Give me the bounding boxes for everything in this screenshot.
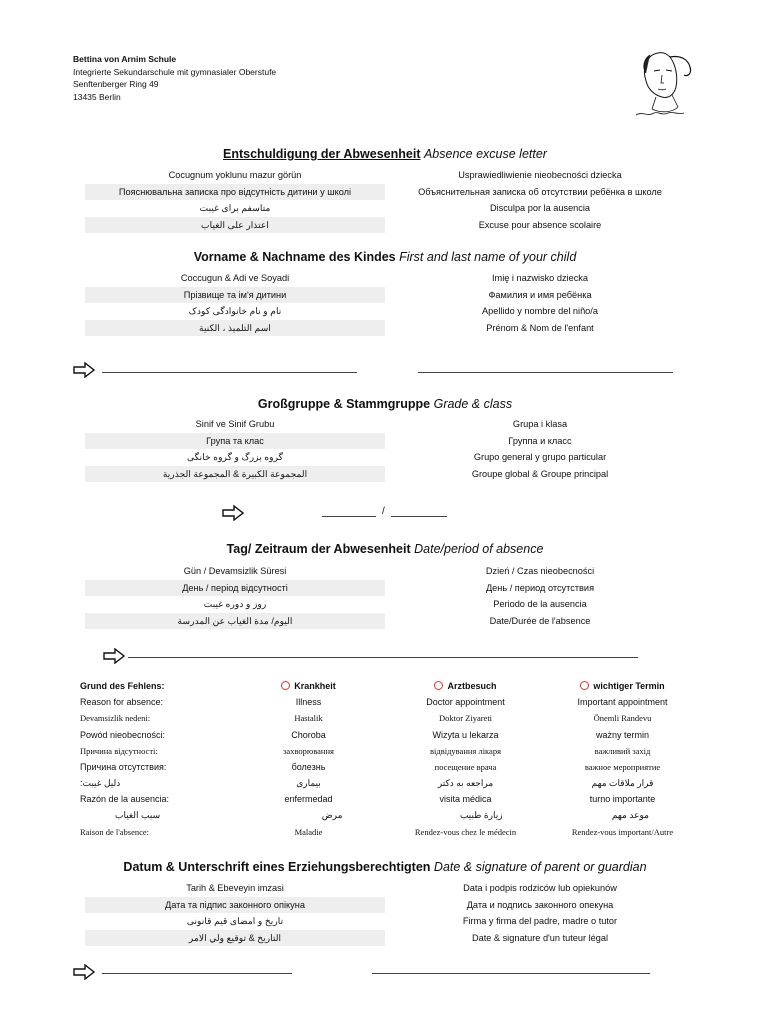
translation: Data i podpis rodziców lub opiekunów (463, 883, 617, 893)
signature-date-field[interactable] (102, 973, 292, 974)
date-translations-left (85, 563, 385, 629)
translation: Дата и подпись законного опекуна (466, 899, 614, 910)
translation: Sinif ve Sinif Grubu (195, 419, 275, 429)
translation: روز و دوره غیبت (203, 599, 267, 609)
reason-cell: захворювання (283, 745, 334, 756)
translation: Periodo de la ausencia (493, 599, 587, 609)
name-translations-left (85, 270, 385, 336)
reason-cell: ważny termin (595, 729, 649, 740)
translation: Date & signature d'un tuteur légal (471, 932, 609, 943)
translation: Дата та підпис законного опікуна (85, 897, 385, 914)
reason-cell: visita médica (439, 794, 492, 805)
school-address (73, 53, 276, 103)
translation: گروه بزرگ و گروه خانگی (186, 452, 284, 462)
title-translations-left (85, 167, 385, 233)
translation: Cocugnum yoklunu mazur görün (168, 170, 302, 180)
translation: Excuse pour absence scolaire (478, 219, 602, 230)
reason-cell: Illness (295, 697, 322, 708)
reason-cell: болезнь (291, 762, 326, 773)
translation: اليوم/ مدة الغياب عن المدرسة (85, 613, 385, 630)
option-label: Arztbesuch (447, 681, 497, 692)
reason-cell: سبب الغياب (115, 810, 161, 821)
reason-cell: Rendez-vous chez le médecin (414, 826, 517, 837)
name-heading-de: Vorname & Nachname des Kindes (193, 250, 396, 264)
grade-heading-en: Grade & class (433, 397, 513, 411)
table-row (75, 743, 705, 759)
grade-class-separator: / (382, 506, 385, 517)
translation: Date/Durée de l'absence (489, 615, 591, 626)
reason-cell: Doktor Ziyareti (438, 713, 493, 724)
reason-cell: Important appointment (577, 697, 668, 708)
reason-cell: Wizyta u lekarza (432, 729, 499, 740)
reason-cell: Hastalik (294, 713, 323, 724)
translation: Grupa i klasa (512, 419, 568, 429)
grade-field[interactable] (322, 516, 376, 517)
reason-cell: посещение врача (434, 762, 497, 773)
translation: اعتذار على الغياب (85, 217, 385, 234)
translation: Groupe global & Groupe principal (471, 468, 609, 479)
table-row (75, 824, 705, 840)
translation: Firma y firma del padre, madre o tutor (462, 916, 618, 926)
translation: اسم التلميذ ، الكنية (85, 320, 385, 337)
option-appointment[interactable] (544, 681, 701, 691)
arrow-right-icon (222, 505, 244, 521)
reason-cell: важливий захід (594, 745, 651, 756)
school-line1: Integrierte Sekundarschule mit gymnasialer Oberstufe (73, 66, 277, 77)
table-row (75, 727, 705, 743)
reason-cell: بیماری (296, 777, 321, 788)
reason-cell: Причина відсутності: (80, 745, 158, 756)
school-name: Bettina von Arnim Schule (73, 54, 177, 64)
reason-cell: زيارة طبيب (459, 810, 503, 821)
reason-cell: важное мероприятие (584, 762, 661, 773)
translation: Prénom & Nom de l'enfant (486, 322, 594, 333)
title-translations-right (390, 167, 690, 233)
reason-cell: Raison de l'absence: (80, 826, 150, 837)
portrait-icon (628, 43, 706, 121)
letter-title (0, 147, 770, 161)
date-heading-en: Date/period of absence (414, 542, 544, 556)
table-row (75, 759, 705, 775)
translation: Apellido y nombre del niño/a (482, 306, 598, 316)
translation: День / период отсутствия (485, 582, 595, 593)
arrow-right-icon (73, 362, 95, 378)
date-section-heading (0, 542, 770, 556)
translation: Grupo general y grupo particular (473, 452, 607, 462)
reason-cell: Rendez-vous important/Autre (571, 826, 674, 837)
reason-cell: Önemli Randevu (593, 713, 652, 724)
translation: Tarih & Ebeveyin imzasi (186, 883, 284, 893)
reason-header-row (75, 678, 705, 694)
signature-heading-en: Date & signature of parent or guardian (433, 860, 647, 874)
reason-cell: Powód nieobecności: (80, 729, 166, 740)
translation: نام و نام خانوادگی کودک (188, 306, 282, 316)
circle-icon[interactable] (281, 681, 290, 690)
signature-heading-de: Datum & Unterschrift eines Erziehungsberechtigten (123, 860, 431, 874)
reason-cell: مراجعه به دکتر (437, 777, 494, 788)
option-label: wichtiger Termin (593, 681, 665, 692)
first-name-field[interactable] (102, 372, 357, 373)
reason-cell: enfermedad (284, 794, 333, 805)
grade-translations-left (85, 416, 385, 482)
title-en: Absence excuse letter (423, 147, 547, 161)
reason-cell: Razón de la ausencia: (80, 794, 170, 805)
option-label: Krankheit (294, 681, 336, 692)
translation: Группа и класс (508, 435, 572, 446)
signature-field[interactable] (372, 973, 650, 974)
reason-cell: відвідування лікаря (430, 745, 501, 756)
reason-cell: Devamsizlik nedeni: (80, 713, 151, 724)
reason-cell: Choroba (291, 729, 326, 740)
date-heading-de: Tag/ Zeitraum der Abwesenheit (226, 542, 411, 556)
title-de: Entschuldigung der Abwesenheit (223, 147, 421, 161)
name-heading-en: First and last name of your child (399, 250, 577, 264)
reason-cell: مرض (321, 810, 343, 821)
name-translations-right (390, 270, 690, 336)
translation: Прізвище та ім'я дитини (85, 287, 385, 304)
option-doctor[interactable] (387, 681, 544, 691)
translation: Coccugun & Adi ve Soyadi (180, 273, 290, 283)
translation: Disculpa por la ausencia (489, 203, 591, 213)
grade-heading-de: Großgruppe & Stammgruppe (257, 397, 431, 411)
translation: Gün / Devamsizlik Süresi (183, 566, 287, 576)
translation: تاریخ و امضای قیم قانونی (186, 916, 284, 926)
translation: Usprawiedliwienie nieobecności dziecka (458, 170, 622, 180)
reason-cell: موعد مهم (611, 810, 649, 821)
table-row (75, 775, 705, 791)
reason-cell: Причина отсутствия: (80, 762, 167, 773)
reason-cell: قرار ملاقات مهم (591, 777, 654, 788)
reason-label: Grund des Fehlens: (80, 681, 165, 692)
arrow-right-icon (73, 964, 95, 980)
circle-icon[interactable] (580, 681, 589, 690)
translation: Пояснювальна записка про відсутність дитини у школі (85, 184, 385, 201)
signature-section-heading (0, 860, 770, 874)
school-line2: Senftenberger Ring 49 (73, 79, 159, 89)
date-translations-right (390, 563, 690, 629)
translation: Група та клас (85, 433, 385, 450)
date-field[interactable] (128, 657, 638, 658)
grade-section-heading (0, 397, 770, 411)
reason-cell: دلیل غیبت: (80, 777, 121, 788)
grade-translations-right (390, 416, 690, 482)
reason-cell: Maladie (294, 826, 323, 837)
option-illness[interactable] (230, 681, 387, 691)
circle-icon[interactable] (434, 681, 443, 690)
table-row (75, 808, 705, 824)
translation: التاريخ & توقيع ولي الامر (85, 930, 385, 947)
reason-cell: Doctor appointment (426, 697, 505, 708)
translation: Dzień / Czas nieobecności (485, 566, 595, 576)
translation: المجموعة الكبيرة & المجموعة الجذرية (85, 466, 385, 483)
last-name-field[interactable] (418, 372, 673, 373)
table-row (75, 694, 705, 710)
table-row (75, 710, 705, 726)
arrow-right-icon (103, 648, 125, 664)
reason-cell: Reason for absence: (80, 697, 164, 708)
name-section-heading (0, 250, 770, 264)
class-field[interactable] (391, 516, 447, 517)
translation: День / період відсутності (85, 580, 385, 597)
translation: Imię i nazwisko dziecka (492, 273, 588, 283)
signature-translations-right (390, 880, 690, 946)
signature-translations-left (85, 880, 385, 946)
reason-table (75, 678, 705, 840)
translation: Фамилия и имя ребёнка (488, 289, 592, 300)
table-row (75, 791, 705, 807)
school-line3: 13435 Berlin (73, 91, 121, 102)
translation: متاسفم برای غیبت (199, 203, 271, 213)
translation: Объяснительная записка об отсутствии ребёнка в школе (418, 186, 662, 197)
reason-cell: turno importante (589, 794, 656, 805)
